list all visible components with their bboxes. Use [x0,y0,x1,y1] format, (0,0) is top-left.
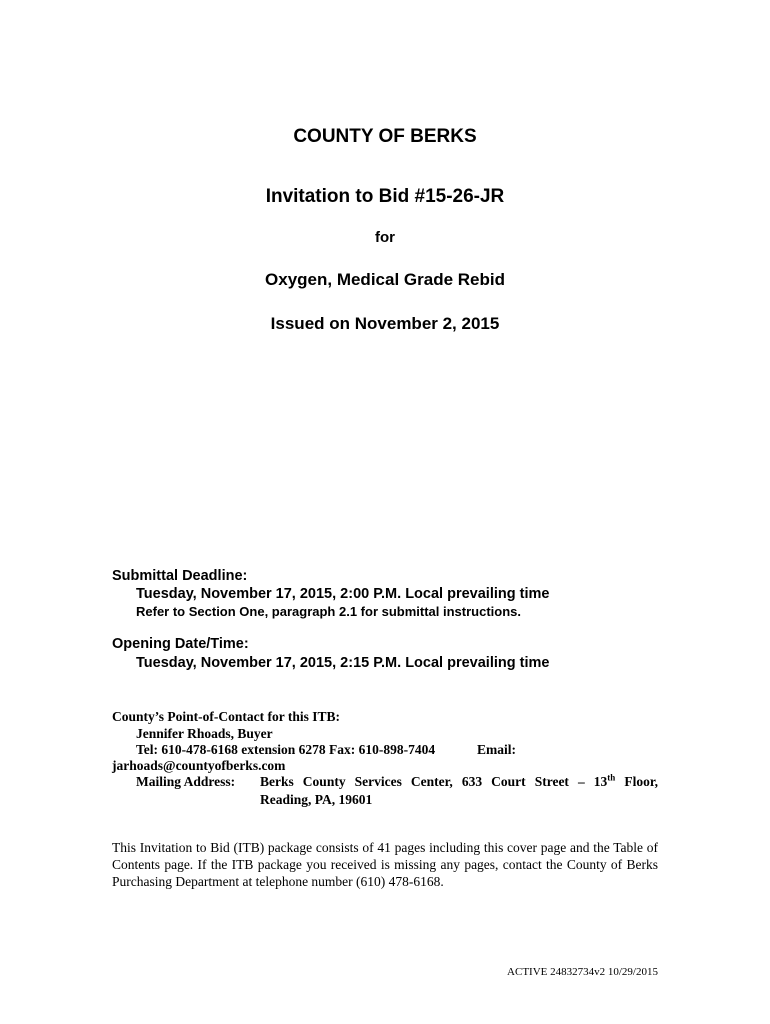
contact-label: County’s Point-of-Contact for this ITB: [112,709,340,724]
itb-title: Invitation to Bid #15-26-JR [265,186,505,207]
itb-subject: Oxygen, Medical Grade Rebid [265,270,505,289]
contact-name: Jennifer Rhoads, Buyer [136,726,273,741]
opening-datetime: Tuesday, November 17, 2015, 2:15 P.M. Local prevailing time [136,655,550,671]
for-label: for [375,229,395,246]
mailing-address-line1 [260,774,658,790]
issued-date: Issued on November 2, 2015 [270,314,500,333]
contact-tel-fax: Tel: 610-478-6168 extension 6278 Fax: 610-898-7404 [136,742,436,757]
mailing-address-line1-part1: Berks County Services Center, 633 Court Street – 13 [260,774,608,789]
mailing-address-floor-suffix: th [607,772,616,783]
county-title: COUNTY OF BERKS [293,126,477,147]
opening-datetime-label: Opening Date/Time: [112,636,249,652]
submittal-instructions-note: Refer to Section One, paragraph 2.1 for submittal instructions. [136,604,522,619]
submittal-deadline-datetime: Tuesday, November 17, 2015, 2:00 P.M. Local prevailing time [136,586,550,602]
mailing-address-line2: Reading, PA, 19601 [260,792,373,807]
package-note: This Invitation to Bid (ITB) package consists of 41 pages including this cover page and the Table of Contents page. If the ITB package you received is missing any pages, contact the County of Berks Purchasing Department at telephone number (610) 478-6168. [112,840,658,889]
document-footer-id: ACTIVE 24832734v2 10/29/2015 [507,966,658,978]
mailing-address-label: Mailing Address: [136,774,236,789]
mailing-address-line1-part2: Floor, [615,774,658,789]
contact-email-label: Email: [477,742,516,757]
contact-email[interactable]: jarhoads@countyofberks.com [112,758,286,773]
submittal-deadline-label: Submittal Deadline: [112,568,248,584]
